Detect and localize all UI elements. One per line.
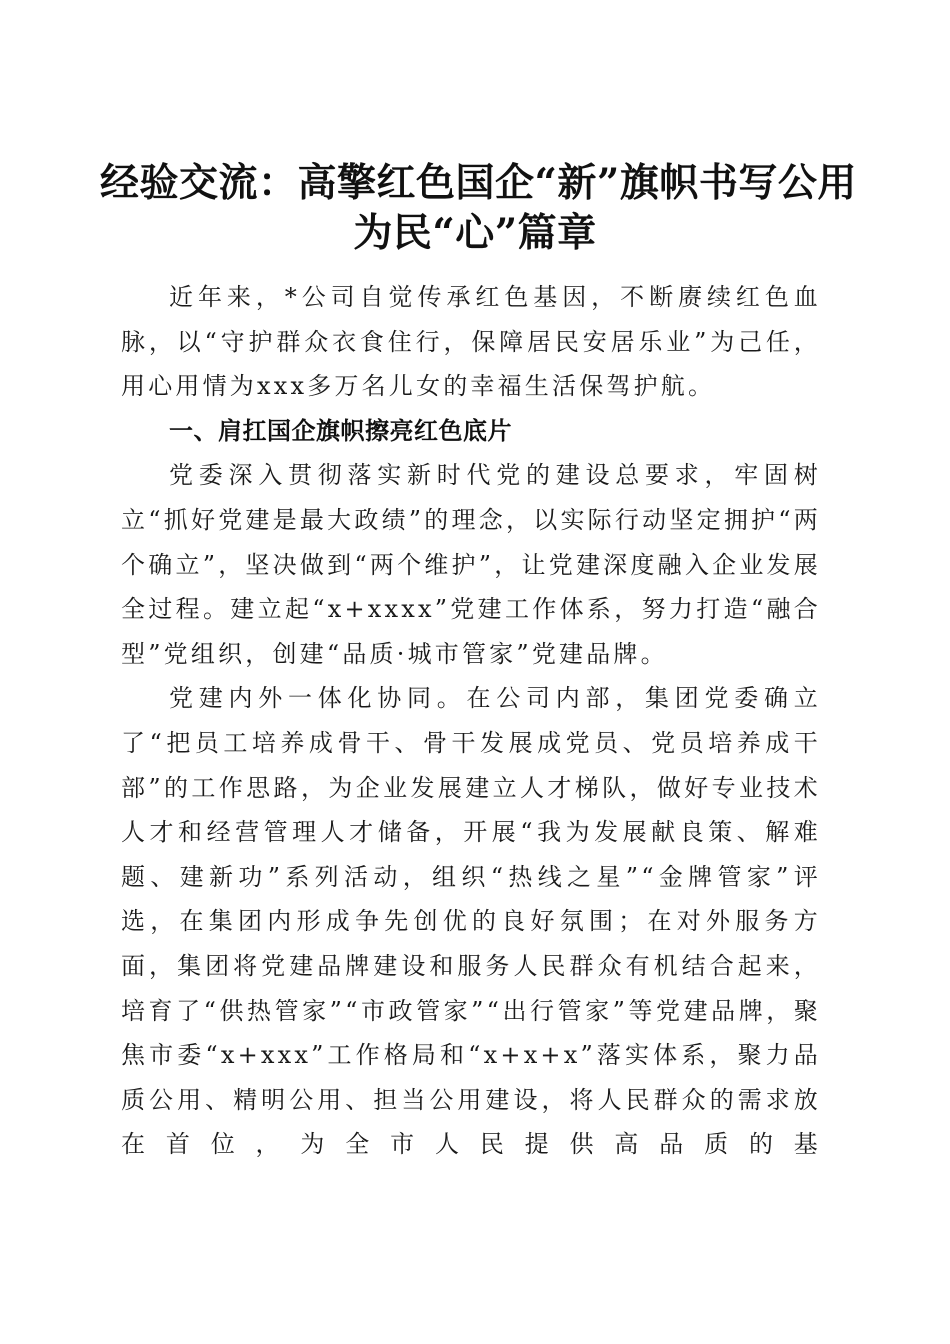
title-line-1: 经验交流：高擎红色国企“新”旗帜书写公用 <box>100 160 857 207</box>
title-line-2: 为民“心”篇章 <box>353 210 597 257</box>
document-title <box>100 158 857 258</box>
section-heading: 一、肩扛国企旗帜擦亮红色底片 <box>169 416 512 445</box>
document-body <box>121 275 821 1167</box>
body-paragraph: 党建内外一体化协同。在公司内部，集团党委确立了“把员工培养成骨干、骨干发展成党员、党员培养成干部”的工作思路，为企业发展建立人才梯队，做好专业技术人才和经营管理人才储备，开展“我为发展献良策、解难题、建新功”系列活动，组织“热线之星”“金牌管家”评选，在集团内形成争先创优的良好氛围；在对外服务方面，集团将党建品牌建设和服务人民群众有机结合起来，培育了“供热管家”“市政管家”“出行管家”等党建品牌，聚焦市委“x+xxx”工作格局和“x+x+x”落实体系，聚力品质公用、精明公用、担当公用建设，将人民群众的需求放在首位，为全市人民提供高品质的基 <box>121 684 821 1159</box>
intro-paragraph: 近年来，*公司自觉传承红色基因，不断赓续红色血脉，以“守护群众衣食住行，保障居民安居乐业”为己任，用心用情为xxx多万名儿女的幸福生活保驾护航。 <box>121 283 821 401</box>
body-paragraph: 党委深入贯彻落实新时代党的建设总要求，牢固树立“抓好党建是最大政绩”的理念，以实际行动坚定拥护“两个确立”，坚决做到“两个维护”，让党建深度融入企业发展全过程。建立起“x+xxxx”党建工作体系，努力打造“融合型”党组织，创建“品质·城市管家”党建品牌。 <box>121 461 821 668</box>
